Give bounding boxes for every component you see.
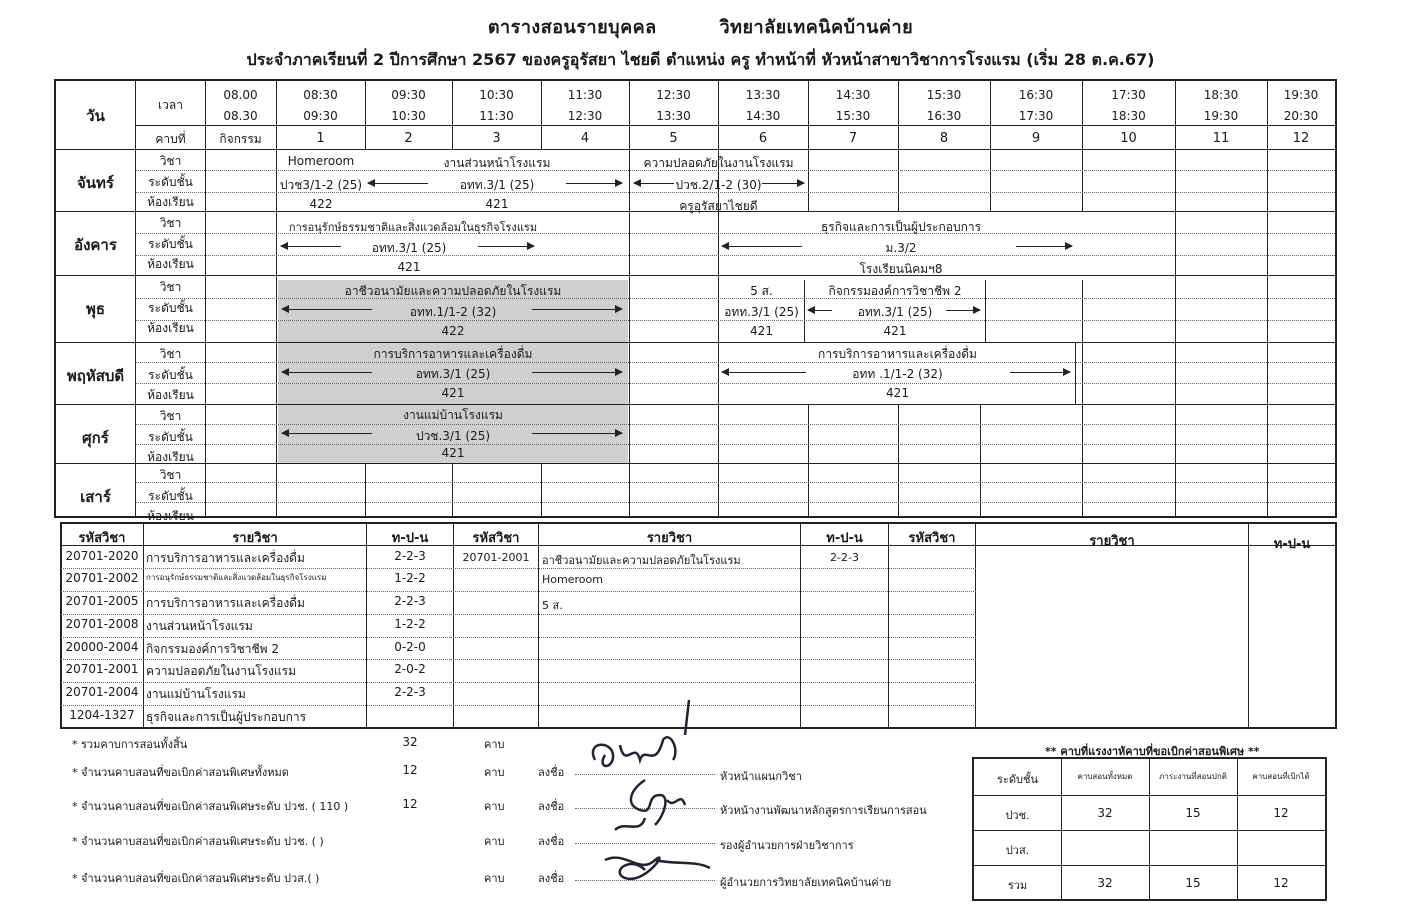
subject-credit: 2-2-3 bbox=[394, 594, 426, 608]
subject-name: การบริการอาหารและเครื่องดื่ม bbox=[146, 551, 305, 565]
subject-credit: 2-0-2 bbox=[394, 662, 426, 676]
row-label: วิชา bbox=[159, 154, 182, 168]
wed-health-room: 422 bbox=[441, 324, 465, 338]
row-label: วิชา bbox=[159, 468, 182, 482]
time-start: 14:30 bbox=[835, 88, 871, 102]
subject-name: ธุรกิจและการเป็นผู้ประกอบการ bbox=[146, 710, 307, 724]
thu-food2: การบริการอาหารและเครื่องดื่ม bbox=[818, 347, 977, 361]
mon-safety-level: ปวช.2/1-2 (30) bbox=[675, 178, 762, 192]
sign-label: ลงชื่อ bbox=[538, 835, 565, 848]
subject-credit: 0-2-0 bbox=[394, 640, 426, 654]
page-title bbox=[0, 12, 1401, 41]
day-label: พุธ bbox=[85, 300, 106, 318]
sign-label: ลงชื่อ bbox=[538, 766, 565, 779]
footer-unit: คาบ bbox=[484, 738, 505, 751]
subject-name: 5 ส. bbox=[542, 599, 563, 612]
time-end: 17:30 bbox=[1018, 109, 1054, 123]
row-label: วิชา bbox=[159, 280, 182, 294]
footer-unit: คาบ bbox=[484, 835, 505, 848]
footer-label: * จำนวนคาบสอนที่ขอเบิกค่าสอนพิเศษทั้งหมด bbox=[72, 766, 289, 779]
tue-conserve: การอนุรักษ์ธรรมชาติและสิ่งแวดล้อมในธุรกิจโรงแรม bbox=[288, 221, 538, 234]
time-start: 16:30 bbox=[1018, 88, 1054, 102]
row-label: ระดับชั้น bbox=[148, 236, 193, 251]
time-end: 16:30 bbox=[926, 109, 962, 123]
subject-code: 20701-2008 bbox=[65, 617, 139, 631]
subject-code: 20701-2005 bbox=[65, 594, 139, 608]
wed-club-room: 421 bbox=[883, 324, 907, 338]
subject-code: 20701-2002 bbox=[65, 571, 139, 585]
wed-5s-room: 421 bbox=[750, 324, 773, 338]
day-label: เสาร์ bbox=[80, 488, 111, 506]
row-label: วิชา bbox=[159, 347, 182, 361]
thu-food2-room: 421 bbox=[886, 386, 909, 400]
summary-claim: 12 bbox=[1273, 806, 1289, 820]
subject-name: Homeroom bbox=[542, 573, 603, 586]
row-label: ระดับชั้น bbox=[148, 300, 193, 315]
row-label: ระดับชั้น bbox=[148, 367, 193, 382]
row-label: ห้องเรียน bbox=[147, 388, 194, 402]
day-label: พฤหัสบดี bbox=[66, 367, 125, 385]
row-label: วิชา bbox=[159, 216, 182, 230]
footer-unit: คาบ bbox=[484, 766, 505, 779]
day-label: อังคาร bbox=[74, 236, 117, 254]
subject-code: 20701-2004 bbox=[65, 685, 139, 699]
activity-label: กิจกรรม bbox=[219, 132, 262, 146]
row-label: ระดับชั้น bbox=[148, 174, 193, 189]
mon-safety: ความปลอดภัยในงานโรงแรม bbox=[643, 156, 794, 170]
signer-title: ผู้อำนวยการวิทยาลัยเทคนิคบ้านค่าย bbox=[720, 876, 892, 889]
mon-safety-room: ครูอุรัสยาไชยดี bbox=[679, 199, 758, 213]
period-number: 3 bbox=[492, 131, 501, 146]
mon-front-office-room: 421 bbox=[485, 197, 509, 211]
time-end: 18:30 bbox=[1111, 109, 1146, 123]
time-end: 13:30 bbox=[656, 109, 691, 123]
period-number: 10 bbox=[1120, 131, 1137, 146]
title-right: วิทยาลัยเทคนิคบ้านค่าย bbox=[719, 17, 914, 38]
footer-value: 12 bbox=[402, 763, 418, 777]
subject-name: กิจกรรมองค์การวิชาชีพ 2 bbox=[146, 642, 280, 656]
subj-code-header-3: รหัสวิชา bbox=[908, 531, 956, 546]
footer-value: 12 bbox=[402, 797, 418, 811]
page-subtitle: ประจำภาคเรียนที่ 2 ปีการศึกษา 2567 ของครูอุรัสยา ไชยดี ตำแหน่ง ครู ทำหน้าที่ หัวหน้าสาขาวิชาการโรงแรม (เริ่ม 28 ต.ค.67) bbox=[246, 50, 1155, 69]
summary-header: ภาระงานที่สอนปกติ bbox=[1159, 772, 1227, 781]
wed-club-level: อทท.3/1 (25) bbox=[857, 305, 933, 319]
subj-code-header-2: รหัสวิชา bbox=[472, 531, 520, 546]
time-start: 13:30 bbox=[745, 88, 781, 102]
subject-name: การอนุรักษ์ธรรมชาติและสิ่งแวดล้อมในธุรกิจโรงแรม bbox=[146, 573, 327, 582]
row-label: ห้องเรียน bbox=[147, 450, 194, 464]
subject-credit: 2-2-3 bbox=[394, 549, 426, 563]
summary-note: ** คาบที่แรงงาหัคาบที่ขอเบิกค่าสอนพิเศษ ** bbox=[1045, 745, 1260, 758]
signer-title: หัวหน้าแผนกวิชา bbox=[720, 770, 802, 783]
summary-level: รวม bbox=[1007, 879, 1028, 892]
period-number: 11 bbox=[1212, 131, 1230, 146]
wed-health-level: อทท.1/1-2 (32) bbox=[409, 305, 497, 319]
time-label: เวลา bbox=[158, 98, 183, 112]
time-start: 15:30 bbox=[926, 88, 962, 102]
subj-credit-header: ท-ป-น bbox=[391, 531, 429, 546]
subj-name-header-2: รายวิชา bbox=[646, 531, 693, 546]
time-start: 10:30 bbox=[479, 88, 514, 102]
period-label: คาบที่ bbox=[155, 132, 186, 146]
wed-5s: 5 ส. bbox=[750, 284, 773, 298]
time-start: 18:30 bbox=[1203, 88, 1239, 102]
time-end: 12:30 bbox=[567, 109, 603, 123]
row-label: ห้องเรียน bbox=[147, 509, 194, 523]
row-label: ห้องเรียน bbox=[147, 195, 194, 209]
wed-club: กิจกรรมองค์การวิชาชีพ 2 bbox=[828, 284, 962, 298]
mon-front-office: งานส่วนหน้าโรงแรม bbox=[443, 156, 551, 170]
subject-code: 1204-1327 bbox=[69, 708, 135, 722]
wed-health: อาชีวอนามัยและความปลอดภัยในโรงแรม bbox=[344, 284, 562, 298]
summary-level: ปวช. bbox=[1005, 809, 1030, 822]
period-number: 5 bbox=[669, 131, 678, 146]
summary-header: คาบสอนทั้งหมด bbox=[1077, 772, 1133, 781]
day-header: วัน bbox=[86, 107, 105, 125]
footer-unit: คาบ bbox=[484, 872, 505, 885]
subject-code: 20701-2001 bbox=[65, 662, 139, 676]
time-end: 15:30 bbox=[835, 109, 871, 123]
subject-credit: 2-2-3 bbox=[394, 685, 426, 699]
period-number: 2 bbox=[404, 131, 413, 146]
mon-homeroom: Homeroom bbox=[287, 154, 355, 168]
signature-marks bbox=[585, 700, 715, 900]
footer-label: * จำนวนคาบสอนที่ขอเบิกค่าสอนพิเศษระดับ ปวส.( ) bbox=[72, 872, 320, 885]
summary-total: 32 bbox=[1097, 876, 1113, 890]
fri-housekeeping-level: ปวช.3/1 (25) bbox=[415, 429, 491, 443]
wed-5s-level: อทท.3/1 (25) bbox=[724, 305, 799, 319]
fri-housekeeping-room: 421 bbox=[441, 446, 465, 460]
summary-claim: 12 bbox=[1273, 876, 1289, 890]
title-left: ตารางสอนรายบุคคล bbox=[487, 17, 657, 38]
summary-total: 32 bbox=[1097, 806, 1113, 820]
row-label: ห้องเรียน bbox=[147, 257, 194, 271]
subj-credit-header-2: ท-ป-น bbox=[826, 531, 863, 546]
time-end: 20:30 bbox=[1283, 109, 1319, 123]
period-number: 9 bbox=[1031, 131, 1041, 146]
summary-header: คาบสอนที่เบิกได้ bbox=[1252, 772, 1310, 781]
subject-name: การบริการอาหารและเครื่องดื่ม bbox=[146, 596, 305, 610]
period-number: 4 bbox=[580, 131, 590, 146]
tue-business-level: ม.3/2 bbox=[885, 241, 917, 255]
time-start: 08:30 bbox=[303, 88, 338, 102]
summary-normal: 15 bbox=[1185, 806, 1201, 820]
summary-normal: 15 bbox=[1185, 876, 1201, 890]
time-start: 09:30 bbox=[391, 88, 426, 102]
thu-food1-level: อทท.3/1 (25) bbox=[415, 367, 491, 381]
time-start: 17:30 bbox=[1111, 88, 1146, 102]
subj-code-header: รหัสวิชา bbox=[78, 531, 126, 546]
mon-homeroom-room: 422 bbox=[309, 197, 333, 211]
subj-name-header-3: รายวิชา bbox=[1089, 534, 1135, 549]
subject-code: 20701-2001 bbox=[462, 551, 530, 564]
subject-credit: 1-2-2 bbox=[394, 571, 426, 585]
time-start: 19:30 bbox=[1283, 88, 1319, 102]
subject-name: อาชีวอนามัยและความปลอดภัยในโรงแรม bbox=[542, 554, 741, 567]
sign-label: ลงชื่อ bbox=[538, 872, 565, 885]
sign-label: ลงชื่อ bbox=[538, 800, 565, 813]
tue-business: ธุรกิจและการเป็นผู้ประกอบการ bbox=[820, 220, 982, 234]
mon-homeroom-level: ปวช3/1-2 (25) bbox=[279, 178, 363, 192]
time-start: 12:30 bbox=[656, 88, 691, 102]
time-end: 14:30 bbox=[745, 109, 781, 123]
signer-title: หัวหน้างานพัฒนาหลักสูตรการเรียนการสอน bbox=[720, 804, 927, 817]
summary-level: ปวส. bbox=[1005, 844, 1030, 857]
day-label: จันทร์ bbox=[77, 174, 114, 192]
thu-food2-level: อทท .1/1-2 (32) bbox=[852, 367, 943, 381]
row-label: ระดับชั้น bbox=[148, 429, 193, 444]
signer-title: รองผู้อำนวยการฝ่ายวิชาการ bbox=[720, 839, 854, 852]
subj-credit-header-3: ท-ป-น bbox=[1273, 537, 1311, 552]
footer-label: * จำนวนคาบสอนที่ขอเบิกค่าสอนพิเศษระดับ ปวช. ( 110 ) bbox=[72, 800, 349, 813]
subject-credit: 1-2-2 bbox=[394, 617, 426, 631]
period-number: 8 bbox=[939, 131, 949, 146]
subject-credit: 2-2-3 bbox=[830, 551, 859, 564]
time-end: 10:30 bbox=[391, 109, 426, 123]
time-end: 09:30 bbox=[303, 109, 338, 123]
footer-unit: คาบ bbox=[484, 800, 505, 813]
mon-front-office-level: อทท.3/1 (25) bbox=[459, 178, 535, 192]
period-number: 1 bbox=[316, 131, 325, 146]
footer-value: 32 bbox=[402, 735, 418, 749]
subject-name: ความปลอดภัยในงานโรงแรม bbox=[146, 664, 297, 678]
time-end: 19:30 bbox=[1203, 109, 1239, 123]
subj-name-header: รายวิชา bbox=[232, 531, 278, 546]
period-number: 6 bbox=[758, 131, 768, 146]
row-label: วิชา bbox=[159, 409, 182, 423]
time-start: 08.00 bbox=[223, 88, 258, 102]
subject-code: 20701-2020 bbox=[65, 549, 139, 563]
thu-food1: การบริการอาหารและเครื่องดื่ม bbox=[373, 347, 533, 361]
footer-label: * รวมคาบการสอนทั้งสิ้น bbox=[72, 738, 188, 751]
subject-name: งานแม่บ้านโรงแรม bbox=[146, 687, 246, 701]
time-end: 11:30 bbox=[479, 109, 514, 123]
tue-conserve-level: อทท.3/1 (25) bbox=[371, 241, 447, 255]
footer-label: * จำนวนคาบสอนที่ขอเบิกค่าสอนพิเศษระดับ ปวช. ( ) bbox=[72, 835, 324, 848]
subject-code: 20000-2004 bbox=[65, 640, 139, 654]
tue-conserve-room: 421 bbox=[397, 260, 421, 274]
thu-food1-room: 421 bbox=[441, 386, 465, 400]
period-number: 7 bbox=[848, 131, 858, 146]
period-number: 12 bbox=[1292, 131, 1310, 146]
row-label: ระดับชั้น bbox=[148, 488, 193, 503]
time-end: 08.30 bbox=[223, 109, 258, 123]
tue-business-room: โรงเรียนนิคมฯ8 bbox=[859, 262, 943, 276]
time-start: 11:30 bbox=[567, 88, 603, 102]
row-label: ห้องเรียน bbox=[147, 321, 194, 335]
subject-name: งานส่วนหน้าโรงแรม bbox=[146, 619, 253, 633]
summary-header: ระดับชั้น bbox=[997, 773, 1038, 786]
day-label: ศุกร์ bbox=[82, 429, 109, 447]
fri-housekeeping: งานแม่บ้านโรงแรม bbox=[403, 408, 503, 422]
